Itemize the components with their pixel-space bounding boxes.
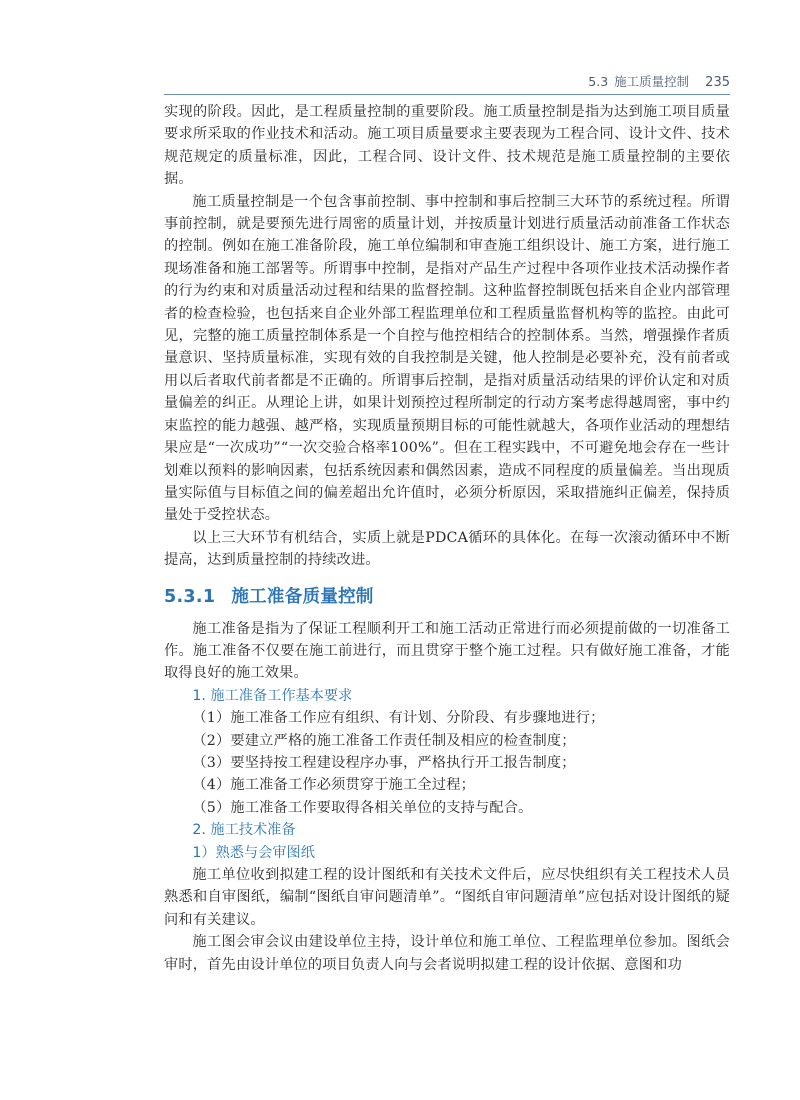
paragraph-continued: 实现的阶段。因此，是工程质量控制的重要阶段。施工质量控制是指为达到施工项目质量要求所采取的作业技术和活动。施工项目质量要求主要表现为工程合同、设计文件、技术规范规定的质量标准，因此，工程合同、设计文件、技术规范是施工质量控制的主要依据。 — [164, 104, 730, 188]
subheading-technical-preparation: 2. 施工技术准备 — [192, 822, 296, 839]
list-item: （4）施工准备工作必须贯穿于施工全过程； — [192, 777, 475, 794]
list-item: （2）要建立严格的施工准备工作责任制及相应的检查制度； — [192, 732, 576, 749]
header-section-title: 施工质量控制 — [614, 74, 690, 89]
section-heading — [164, 584, 730, 610]
list-item: （3）要坚持按工程建设程序办事，严格执行开工报告制度； — [192, 754, 576, 771]
section-intro-paragraph: 施工准备是指为了保证工程顺利开工和施工活动正常进行而必须提前做的一切准备工作。施工准备不仅要在施工前进行，而且贯穿于整个施工过程。只有做好施工准备，才能取得良好的施工效果。 — [164, 620, 730, 682]
subheading-drawing-review: 1）熟悉与会审图纸 — [192, 844, 315, 861]
list-item: （1）施工准备工作应有组织、有计划、分阶段、有步骤地进行； — [192, 710, 605, 727]
list-item: （5）施工准备工作要取得各相关单位的支持与配合。 — [192, 799, 533, 816]
subheading-basic-requirements: 1. 施工准备工作基本要求 — [192, 687, 353, 704]
paragraph-drawing-joint-review: 施工图会审会议由建设单位主持，设计单位和施工单位、工程监理单位参加。图纸会审时，首先由设计单位的项目负责人向与会者说明拟建工程的设计依据、意图和功 — [164, 934, 730, 973]
page-number: 235 — [705, 75, 730, 90]
paragraph-drawing-self-review: 施工单位收到拟建工程的设计图纸和有关技术文件后，应尽快组织有关工程技术人员熟悉和自审图纸，编制“图纸自审问题清单”。“图纸自审问题清单”应包括对设计图纸的疑问和有关建议。 — [164, 867, 730, 928]
paragraph-control-process: 施工质量控制是一个包含事前控制、事中控制和事后控制三大环节的系统过程。所谓事前控制，就是要预先进行周密的质量计划，并按质量计划进行质量活动前准备工作状态的控制。例如在施工准备阶段，施工单位编制和审查施工组织设计、施工方案，进行施工现场准备和施工部署等。所谓事中控制，是指对产品生产过程中各项作业技术活动操作者的行为约束和对质量活动过程和结果的监督控制。这种监督控制既包括来自企业内部管理者的检查检验，也包括来自企业外部工程监理单位和工程质量监督机构等的监控。由此可见，完整的施工质量控制体系是一个自控与他控相结合的控制体系。当然，增强操作者质量意识、坚持质量标准，实现有效的自我控制是关键，他人控制是必要补充，没有前者或用以后者取代前者都是不正确的。所谓事后控制，是指对质量活动结果的评价认定和对质量偏差的纠正。从理论上讲，如果计划预控过程所制定的行动方案考虑得越周密，事中约束监控的能力越强、越严格，实现质量预期目标的可能性就越大，各项作业活动的理想结果应是“一次成功”“一次交验合格率100%”。但在工程实践中，不可避免地会存在一些计划难以预料的影响因素，包括系统因素和偶然因素，造成不同程度的质量偏差。当出现质量实际值与目标值之间的偏差超出允许值时，必须分析原因，采取措施纠正偏差，保持质量处于受控状态。 — [164, 193, 730, 524]
header-text — [588, 72, 730, 90]
section-heading-title: 施工准备质量控制 — [231, 586, 374, 607]
running-header — [164, 70, 730, 95]
header-section-number: 5.3 — [588, 74, 609, 89]
paragraph-pdca: 以上三大环节有机结合，实质上就是PDCA循环的具体化。在每一次滚动循环中不断提高，达到质量控制的持续改进。 — [164, 529, 730, 569]
page-body — [164, 101, 730, 976]
section-heading-number: 5.3.1 — [164, 586, 216, 607]
